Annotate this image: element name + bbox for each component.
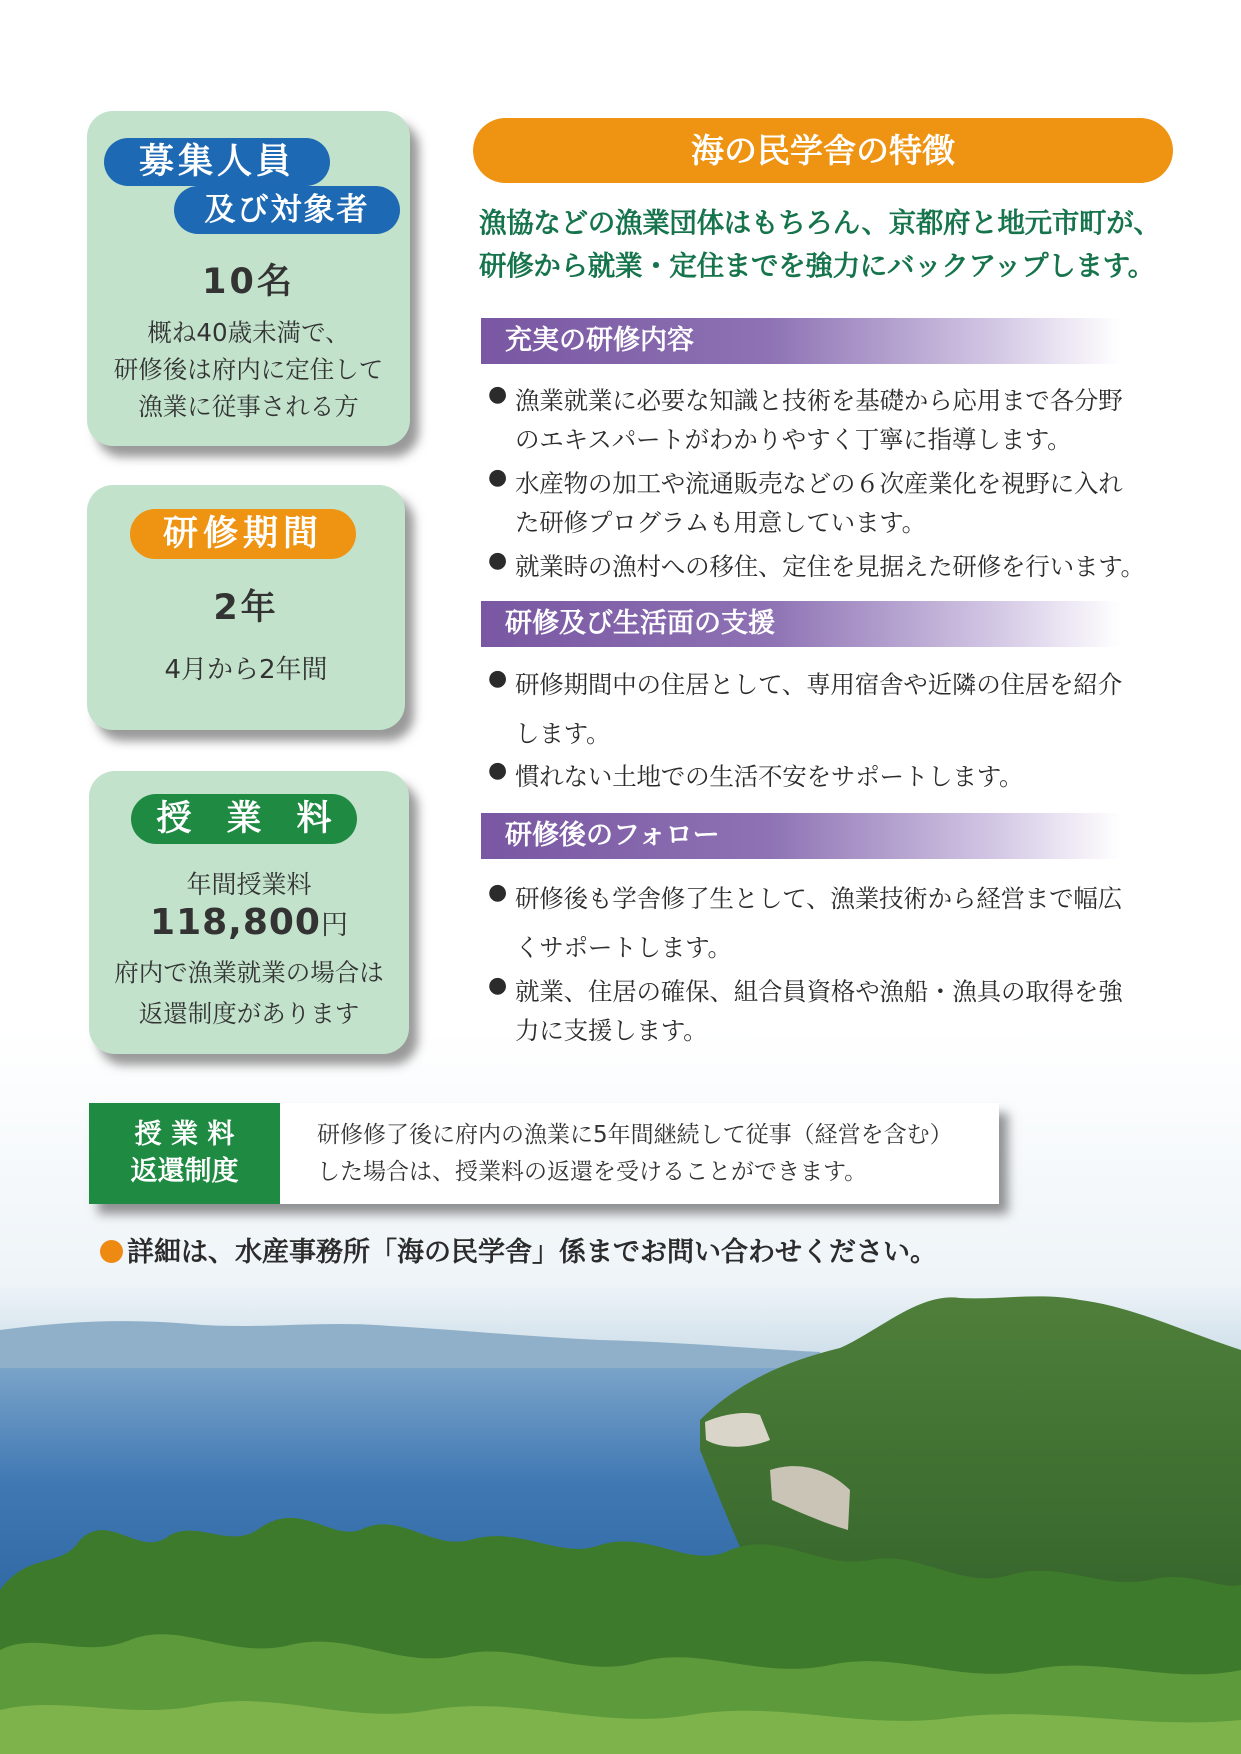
refund-text-line1: 研修修了後に府内の漁業に5年間継続して従事（経営を含む）	[317, 1122, 953, 1148]
period-card	[87, 485, 405, 730]
contact-text: 詳細は、水産事務所「海の民学舎」係までお問い合わせください。	[127, 1237, 937, 1268]
period-pill: 研修期間	[130, 509, 356, 559]
tuition-amount: 118,800	[150, 902, 321, 943]
bullet-line: 漁業就業に必要な知識と技術を基礎から応用まで各分野	[515, 386, 1123, 415]
recruitment-card	[87, 111, 410, 446]
refund-text	[317, 1117, 987, 1191]
list-item	[488, 758, 1188, 793]
bullet-dot: ●	[488, 973, 507, 998]
bullet-line: 研修後も学舎修了生として、漁業技術から経営まで幅広	[515, 884, 1123, 913]
list-item	[488, 465, 1188, 539]
tuition-pill: 授 業 料	[131, 794, 357, 844]
refund-label-line1: 授 業 料	[134, 1119, 235, 1150]
bullet-line: 慣れない土地での生活不安をサポートします。	[515, 762, 1024, 791]
bullet-line: 就業時の漁村への移住、定住を見据えた研修を行います。	[515, 552, 1145, 581]
recruit-pill-line2: 及び対象者	[174, 186, 400, 234]
recruit-pill-line1: 募集人員	[104, 138, 330, 186]
bullet-line: のエキスパートがわかりやすく丁寧に指導します。	[515, 425, 1072, 454]
bullet-dot: ●	[488, 465, 507, 490]
bullet-line: 就業、住居の確保、組合員資格や漁船・漁具の取得を強	[515, 977, 1123, 1006]
bullet-line: 力に支援します。	[515, 1016, 708, 1045]
period-years: 2年	[213, 588, 279, 628]
list-item	[488, 548, 1188, 583]
bullet-dot: ●	[488, 880, 507, 905]
tuition-desc-1: 府内で漁業就業の場合は	[114, 958, 384, 987]
refund-box	[89, 1103, 999, 1204]
features-lead-1: 漁協などの漁業団体はもちろん、京都府と地元市町が、	[479, 207, 1161, 239]
recruit-desc-2: 研修後は府内に定住して	[113, 355, 384, 384]
period-desc: 4月から2年間	[164, 655, 328, 685]
list-item	[488, 382, 1188, 456]
bullet-dot: ●	[488, 382, 507, 407]
recruit-desc-3: 漁業に従事される方	[138, 392, 359, 421]
section-heading-followup: 研修後のフォロー	[481, 813, 1121, 859]
list-item	[488, 973, 1188, 1047]
tuition-unit: 円	[320, 910, 348, 941]
recruit-count: 10名	[202, 262, 295, 302]
tuition-amount-row	[89, 902, 409, 943]
features-title: 海の民学舎の特徴	[473, 118, 1173, 183]
contact-note	[100, 1230, 937, 1269]
bullet-line: 水産物の加工や流通販売などの６次産業化を視野に入れ	[515, 469, 1123, 498]
refund-label-line2: 返還制度	[130, 1156, 239, 1187]
recruit-desc-1: 概ね40歳未満で、	[147, 318, 350, 347]
tuition-card	[89, 771, 409, 1054]
bullet-line: た研修プログラムも用意しています。	[515, 508, 926, 537]
tuition-label: 年間授業料	[186, 870, 312, 899]
orange-dot-icon	[100, 1240, 123, 1263]
bullet-line: くサポートします。	[515, 933, 732, 962]
features-lead-2: 研修から就業・定住までを強力にバックアップします。	[479, 250, 1155, 282]
tuition-desc-2: 返還制度があります	[138, 999, 360, 1028]
bullet-dot: ●	[488, 548, 507, 573]
list-item	[488, 666, 1188, 750]
bullet-line: 研修期間中の住居として、専用宿舎や近隣の住居を紹介	[515, 670, 1123, 699]
list-item	[488, 880, 1188, 964]
section-heading-training: 充実の研修内容	[481, 318, 1121, 364]
section-heading-support: 研修及び生活面の支援	[481, 601, 1121, 647]
bullet-line: します。	[515, 719, 611, 748]
bullet-dot: ●	[488, 666, 507, 691]
bullet-dot: ●	[488, 758, 507, 783]
refund-text-line2: した場合は、授業料の返還を受けることができます。	[317, 1159, 868, 1185]
refund-label	[89, 1103, 280, 1204]
